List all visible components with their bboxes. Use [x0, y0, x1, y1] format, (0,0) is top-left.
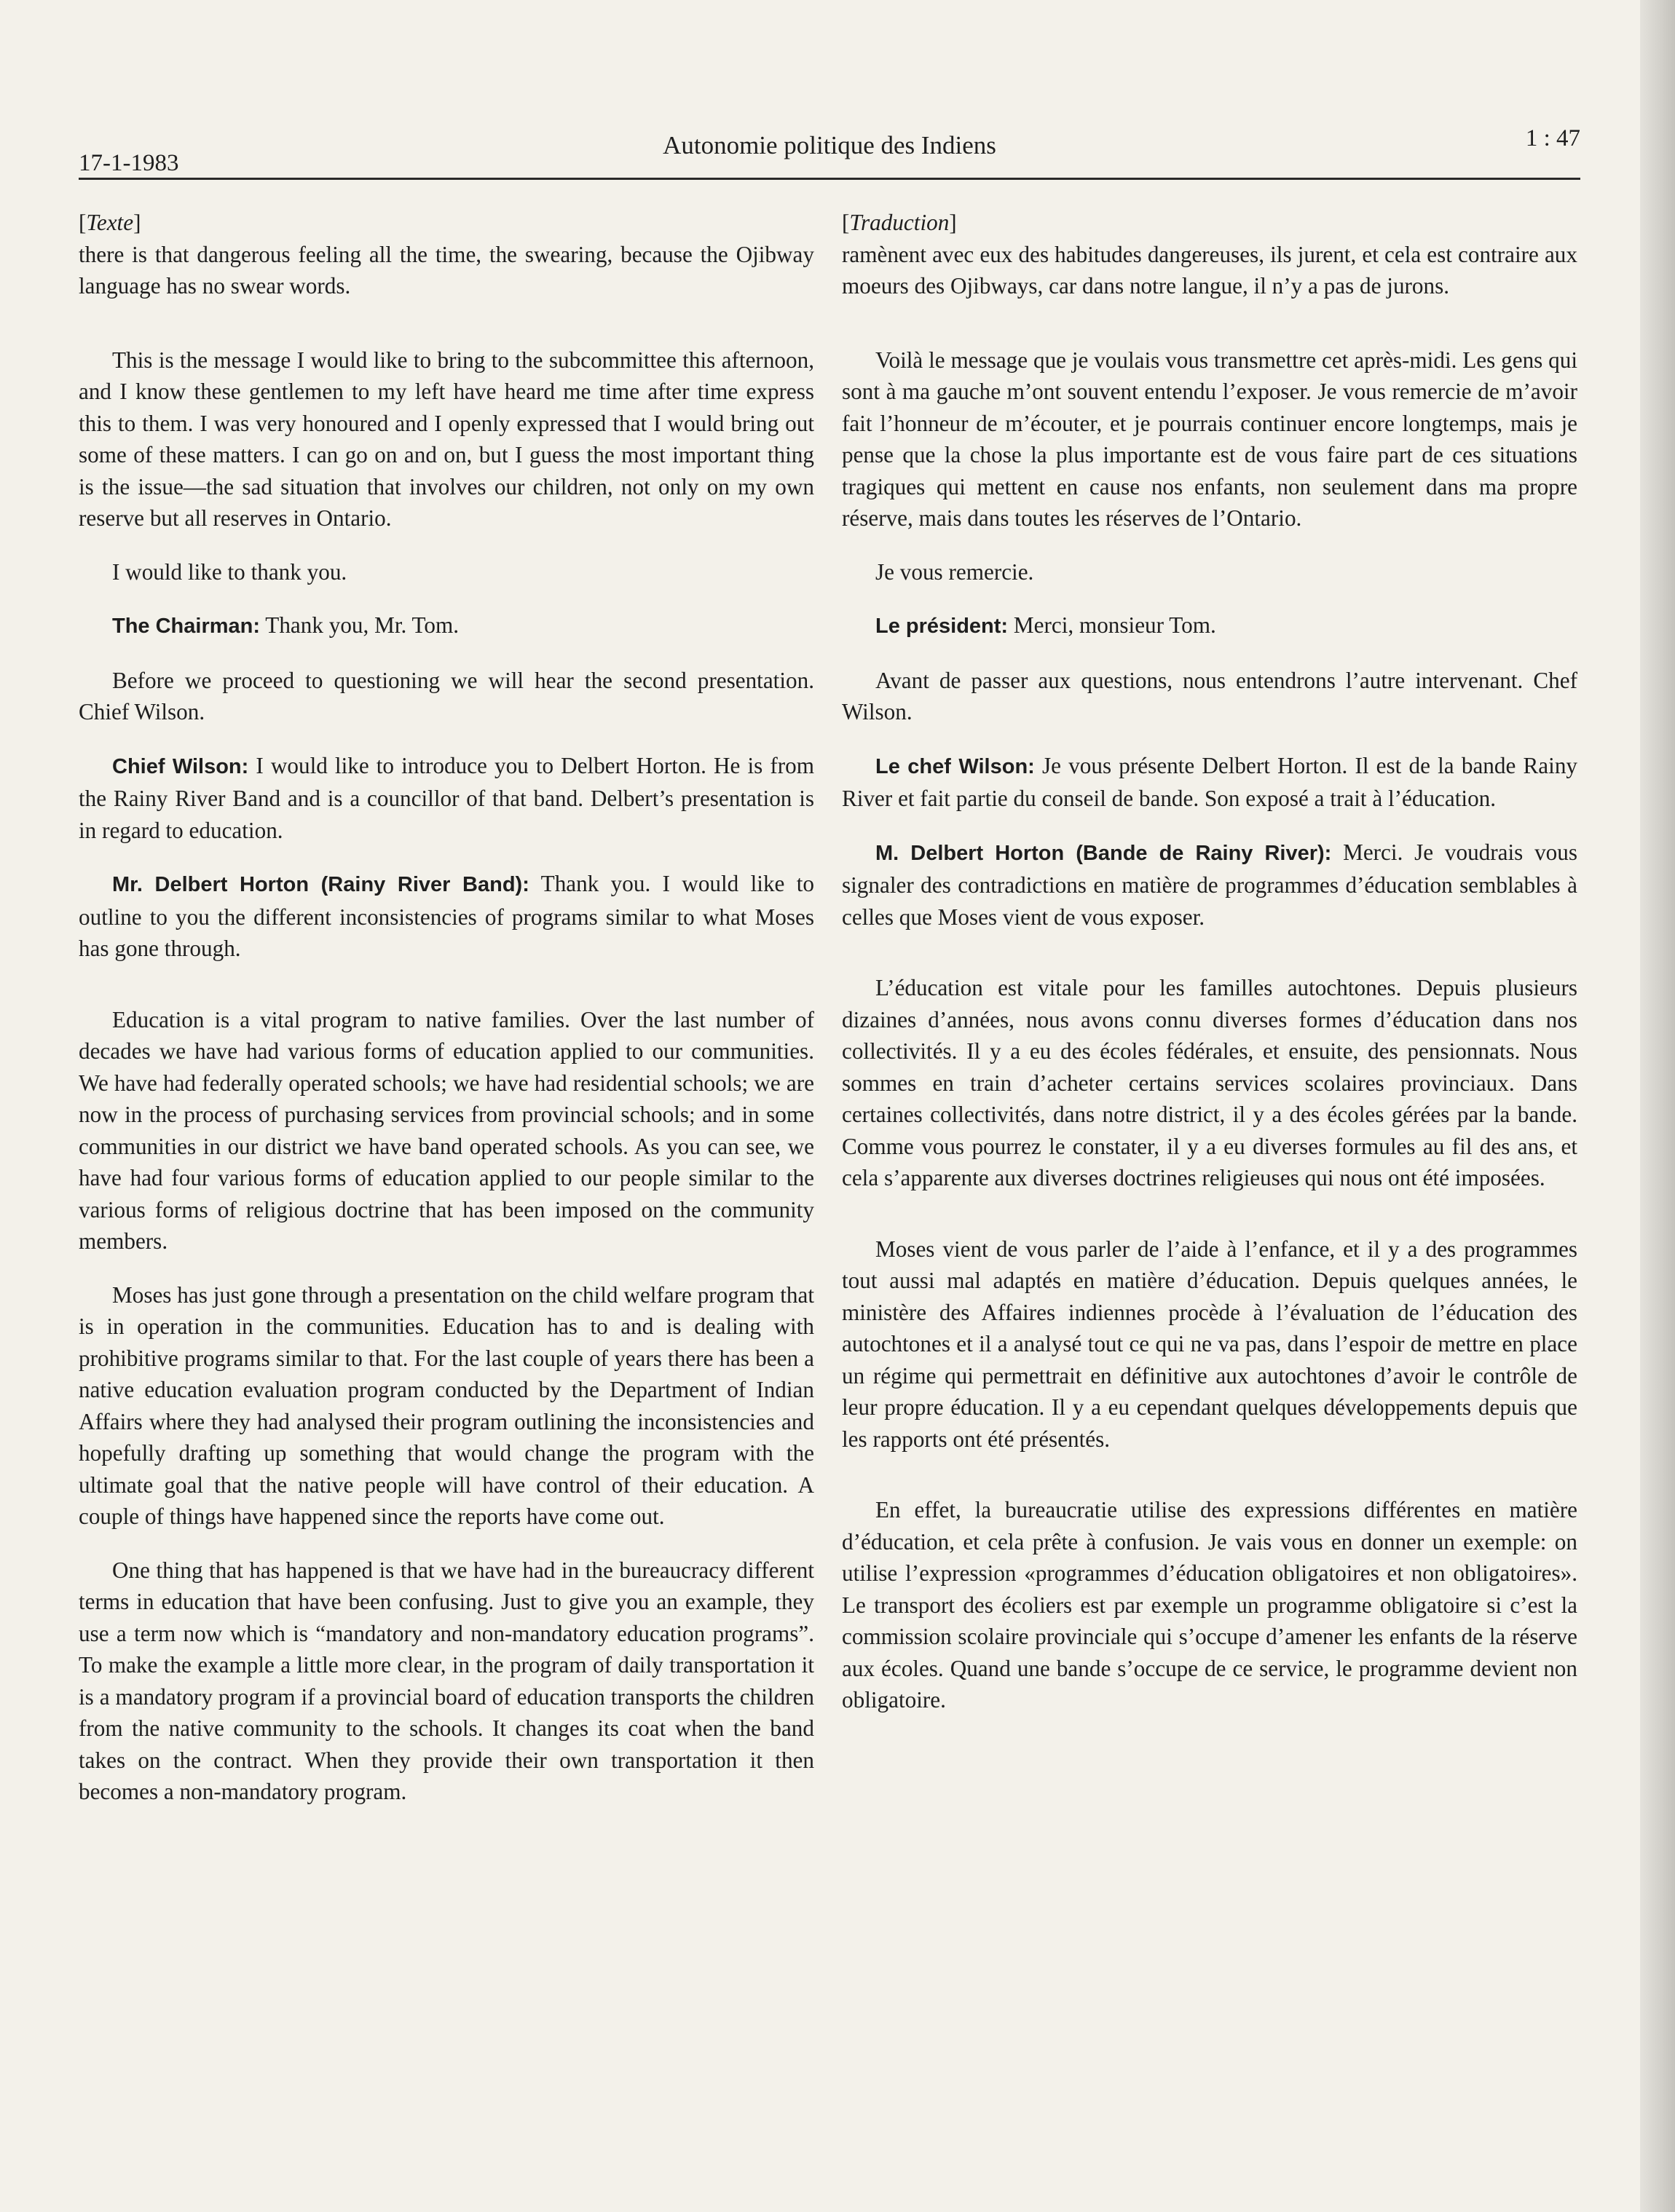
right-column-french [842, 207, 1577, 1738]
paragraph: Education is a vital program to native families. Over the last number of decades we have had various forms of education applied to our communities. We have had federally operated schools; we have had residential schools; we are now in the process of purchasing services from provincial schools; and in some communities in our district we have band operated schools. As you can see, we have had four various forms of education applied to our people similar to the various forms of religious doctrine that has been imposed on the community members. [79, 1006, 814, 1254]
paragraph: Before we proceed to questioning we will hear the second presentation. Chief Wilson. [79, 667, 814, 724]
paragraph: there is that dangerous feeling all the time, the swearing, because the Ojibway language has no swear words. [79, 241, 814, 299]
paragraph: Avant de passer aux questions, nous entendrons l’autre intervenant. Chef Wilson. [842, 667, 1577, 724]
speaker-name: The Chairman: [112, 615, 261, 638]
column-label: [Traduction] [842, 210, 957, 235]
paragraph: Chief Wilson: I would like to introduce you to Delbert Horton. He is from the Rainy River Band and is a councillor of that band. Delbert’s presentation is in regard to education. [79, 752, 814, 843]
speaker-name: Mr. Delbert Horton (Rainy River Band): [112, 873, 529, 896]
paragraph: Mr. Delbert Horton (Rainy River Band): Thank you. I would like to outline to you the different inconsistencies of programs similar to what Moses has gone through. [79, 871, 814, 961]
speaker-name: Chief Wilson: [112, 754, 249, 778]
paragraph: This is the message I would like to bring to the subcommittee this afternoon, and I know these gentlemen to my left have heard me time after time express this to them. I was very honoured and I openly expressed that I would bring out some of these matters. I can go on and on, but I guess the most important thing is the issue—the sad situation that involves our children, not only on my own reserve but all reserves in Ontario. [79, 347, 814, 531]
paragraph: Je vous remercie. [875, 558, 1034, 585]
paragraph: ramènent avec eux des habitudes dangereuses, ils jurent, et cela est contraire aux moeurs des Ojibways, car dans notre langue, il n’y a pas de jurons. [842, 241, 1577, 299]
header-page-number: 1 : 47 [1525, 125, 1580, 151]
paragraph: L’éducation est vitale pour les familles autochtones. Depuis plusieurs dizaines d’années, nous avons connu diverses formes d’éducation dans nos collectivités. Il y a eu des écoles fédérales, et ensuite, des pensionnats. Nous sommes en train d’acheter certains services scolaires provinciaux. Dans certaines collectivités, dans notre district, il y a des écoles gérées par la bande. Comme vous pourrez le constater, il y a eu diverses formules au fil des ans, et cela s’apparente aux diverses doctrines religieuses qui nous ont été imposées. [842, 975, 1577, 1190]
paragraph: I would like to thank you. [112, 558, 347, 585]
paragraph: The Chairman: Thank you, Mr. Tom. [112, 612, 460, 638]
header-date: 17-1-1983 [79, 150, 179, 176]
paragraph: En effet, la bureaucratie utilise des expressions différentes en matière d’éducation, et cela prête à confusion. Je vais vous en donner un exemple: on utilise l’expression «programmes d’éducation obligatoires et non obligatoires». Le transport des écoliers est par exemple un programme obligatoire si c’est la commission scolaire provinciale qui s’occupe d’amener les enfants de la réserve aux écoles. Quand une bande s’occupe de ce service, le programme devient non obligatoire. [842, 1497, 1577, 1713]
page-edge [1640, 0, 1675, 2212]
paragraph: Moses has just gone through a presentation on the child welfare program that is in operation in the communities. Education has to and is dealing with prohibitive programs similar to that. For the last couple of years there has been a native education evaluation program conducted by the Department of Indian Affairs where they had analysed their program outlining the inconsistencies and hopefully drafting up something that would change the program with the ultimate goal that the native people will have control of their education. A couple of things have happened since the reports have come out. [79, 1281, 814, 1529]
paragraph: One thing that has happened is that we have had in the bureaucracy different terms in education that have been confusing. Just to give you an example, they use a term now which is “mandatory and non-mandatory education programs”. To make the example a little more clear, in the program of daily transportation it is a mandatory program if a provincial board of education transports the children from the native community to the schools. It changes its coat when the band takes on the contract. When they provide their own transportation it then becomes a non-mandatory program. [79, 1557, 814, 1804]
paragraph: Le président: Merci, monsieur Tom. [875, 612, 1216, 638]
paragraph: Moses vient de vous parler de l’aide à l’enfance, et il y a des programmes tout aussi mal adaptés en matière d’éducation. Depuis quelques années, le ministère des Affaires indiennes procède à l’évaluation de l’éducation des autochtones et il a analysé tout ce qui ne va pas, dans l’espoir de mettre en place un régime qui permettrait en définitive aux autochtones d’avoir le contrôle de leur propre éducation. Il y a eu cependant quelques développements depuis que les rapports ont été présentés. [842, 1236, 1577, 1452]
paragraph: Le chef Wilson: Je vous présente Delbert Horton. Il est de la bande Rainy River et fait partie du conseil de bande. Son exposé a trait à l’éducation. [842, 752, 1577, 811]
column-label: [Texte] [79, 210, 141, 235]
running-header [79, 116, 1580, 182]
left-column-english [79, 207, 814, 1830]
speaker-name: M. Delbert Horton (Bande de Rainy River): [875, 841, 1332, 865]
header-rule [79, 178, 1580, 180]
speaker-name: Le président: [875, 615, 1009, 638]
paragraph: M. Delbert Horton (Bande de Rainy River): Merci. Je voudrais vous signaler des contradictions en matière de programmes d’éducation semblables à celles que Moses vient de vous exposer. [842, 839, 1577, 930]
header-title: Autonomie politique des Indiens [663, 131, 996, 159]
speaker-name: Le chef Wilson: [875, 754, 1035, 778]
paragraph: Voilà le message que je voulais vous transmettre cet après-midi. Les gens qui sont à ma gauche m’ont souvent entendu l’exposer. Je vous remercie de m’avoir fait l’honneur de m’écouter, et je pourrais continuer encore longtemps, mais je pense que la chose la plus importante est de vous faire part de ces situations tragiques qui mettent en cause nos enfants, non seulement dans ma propre réserve, mais dans toutes les réserves de l’Ontario. [842, 347, 1577, 531]
